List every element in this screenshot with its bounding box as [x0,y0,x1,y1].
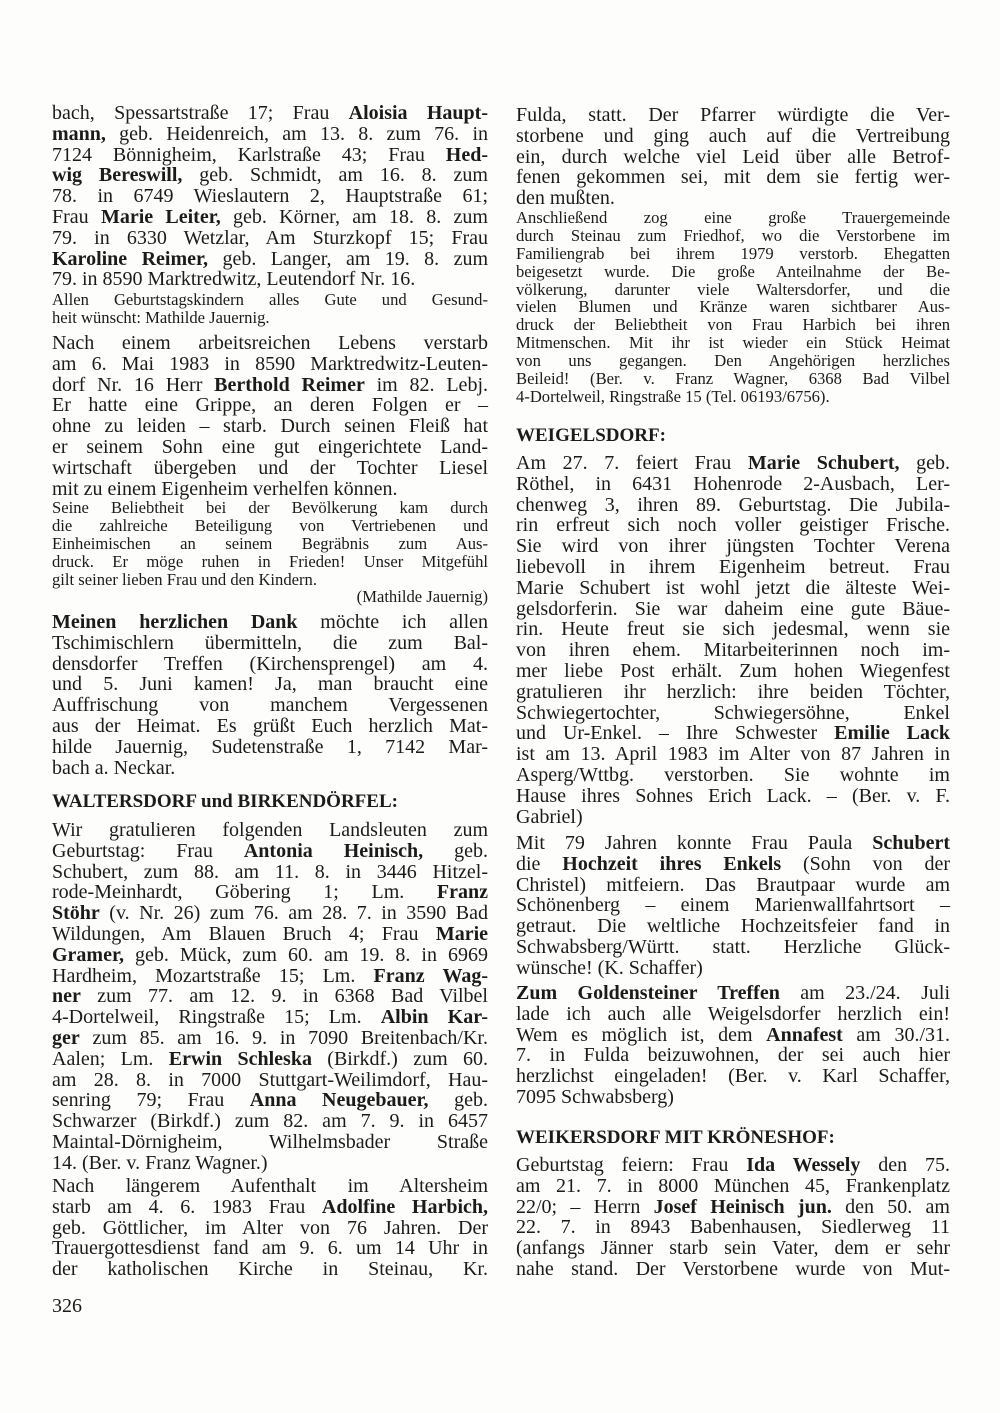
text-run: zum 85. am 16. 9. in 7090 Breitenbach/Kr. [79,1026,488,1049]
section-heading-weikersdorf: WEIKERSDORF MIT KRÖNESHOF: [516,1127,835,1148]
text-line [516,744,950,765]
text-run: Mitmenschen. Mit ihr ist wieder ein Stück Heimat [516,333,950,353]
text-line [52,103,488,124]
text-run: Marie Schubert ist wohl jetzt die älteste Wei- [516,576,950,599]
text-line [52,354,488,375]
text-line [52,820,488,841]
text-run: lade ich auch alle Weigelsdorfer herzlich ein! [516,1002,950,1025]
text-run: gelsdorferin. Sie war daheim eine gute Bäue- [516,597,950,620]
text-line [52,333,488,354]
text-run: Gabriel) [516,805,583,828]
paragraph-wedding [516,833,950,979]
bold-name: Albin Kar- [380,1006,489,1029]
text-line [516,1238,950,1259]
bold-name: ger [52,1026,80,1049]
paragraph-obituary-reimer [52,333,488,499]
text-line [516,1217,950,1238]
text-line [52,882,488,903]
text-run: Am 27. 7. feiert Frau [516,452,748,474]
text-run: von ihren ehem. Mitarbeiterinnen noch im- [516,639,950,662]
text-run: völkerung, darunter viele Waltersdorfer, und die [516,279,950,299]
text-run: 79. in 8590 Marktredwitz, Leutendorf Nr. 16. [52,268,416,291]
text-run: Schwabsberg/Württ. statt. Herzliche Glück- [516,935,950,958]
text-run: möchte ich allen [297,611,488,633]
text-run: nahe stand. Der Verstorbene wurde von Mut- [516,1257,950,1280]
text-run: 7095 Schwabsberg) [516,1085,674,1108]
text-line [516,578,950,599]
text-run: Aalen; Lm. [52,1047,169,1070]
text-run: Wir gratulieren folgenden Landsleuten zum [52,819,488,841]
text-line [52,758,488,779]
text-line [52,674,488,695]
text-run: Familiengrab bei ihrem 1979 verstorb. Ehegatten [516,243,950,263]
text-line [52,375,488,396]
bold-name: Marie [435,922,488,945]
bold-name: Berthold Reimer [214,373,365,396]
text-run: Nach längerem Aufenthalt im Altersheim [52,1175,488,1197]
text-line [52,249,488,270]
text-run: getraut. Die weltliche Hochzeitsfeier fand in [516,915,950,938]
bold-name: Emilie Lack [834,722,950,745]
text-line [516,1045,950,1066]
text-run: die [516,852,563,875]
text-line [516,661,950,682]
text-run: geb. Langer, am 19. 8. zum [208,247,489,270]
text-run: Trauergottesdienst fand am 9. 6. um 14 Uhr in [52,1237,488,1260]
text-run: zum 77. am 12. 9. in 6368 Bad Vilbel [80,985,488,1008]
text-line [516,765,950,786]
text-run: den 50. am [831,1195,950,1218]
text-line [516,281,950,299]
text-line [516,1155,950,1176]
text-line [52,1111,488,1132]
text-run: 7. in Fulda beizuwohnen, der sei auch hier [516,1044,950,1067]
paragraph-funeral [516,209,950,406]
text-line [52,1197,488,1218]
bold-name: Karoline Reimer, [52,247,209,270]
paragraph-waltersdorf-birthdays [52,820,488,1174]
paragraph-obituary-harbich-cont [516,105,950,209]
text-run: 7124 Bönnigheim, Karlstraße 43; Frau [52,143,446,166]
text-run: geb. [423,839,488,862]
bold-name: Schubert [872,832,950,854]
text-run: Seine Beliebtheit bei der Bevölkerung kam durch [52,498,488,517]
text-run: chenweg 3, ihren 89. Geburtstag. Die Jubila- [516,493,950,516]
text-run: Nach einem arbeitsreichen Lebens verstarb [52,332,488,354]
paragraph-goldensteiner-treffen [516,983,950,1108]
text-line [516,983,950,1004]
text-run: Hardheim, Mozartstraße 15; Lm. [52,964,374,987]
text-line [52,1090,488,1111]
text-line [52,269,488,290]
text-run: wirtschaft übergeben und der Tochter Liesel [52,456,488,479]
text-run: (Sohn von der [781,852,951,875]
text-run: ohne zu leiden – starb. Durch seinen Fleiß hat [52,415,488,438]
bold-name: Antonia Heinisch, [243,839,424,862]
text-run: herzlichst eingeladen! (Ber. v. Karl Schaffer, [516,1065,950,1088]
text-line [52,924,488,945]
text-line [516,515,950,536]
text-line [516,1197,950,1218]
text-line [52,612,488,633]
text-run: der katholischen Kirche in Steinau, Kr. [52,1258,488,1281]
text-line [52,1238,488,1259]
text-line [52,535,488,553]
text-line [516,263,950,281]
text-line [516,388,950,406]
text-line [516,147,950,168]
text-run: Mit 79 Jahren konnte Frau Paula [516,832,873,854]
text-line [516,640,950,661]
text-run: mit zu einem Eigenheim verhelfen können. [52,477,398,500]
section-heading-weigelsdorf: WEIGELSDORF: [516,425,666,446]
text-line [52,1259,488,1280]
text-line [516,875,950,896]
text-line [516,1087,950,1108]
bold-name: Franz Wag- [373,964,488,987]
text-line [52,145,488,166]
text-line [52,395,488,416]
text-run: er seinem Sohn eine gut eingerichtete Land- [52,435,488,458]
text-line [516,786,950,807]
text-line [516,316,950,334]
text-run: rin. Heute freut sie sich jedesmal, wenn sie [516,618,950,641]
text-line [516,703,950,724]
text-line [516,807,950,828]
text-run: Geburtstag: Frau [52,839,244,862]
text-line [52,1028,488,1049]
text-line [52,841,488,862]
text-line [516,495,950,516]
bold-name: wig Bereswill, [52,164,183,187]
text-line [52,309,488,327]
text-run: geb. Schmidt, am 16. 8. zum [182,164,488,187]
signature-mathilde-jauernig: (Mathilde Jauernig) [356,587,488,606]
bold-name: Ida Wessely [746,1154,861,1176]
paragraph-obituary-reimer-detail [52,499,488,588]
bold-name: Josef Heinisch jun. [653,1195,832,1218]
text-line [52,945,488,966]
text-run: 4-Dortelweil, Ringstraße 15; Lm. [52,1006,381,1029]
bold-name: mann, [52,122,106,145]
paragraph-obituary-harbich [52,1176,488,1280]
text-line [52,207,488,228]
bold-name: Anna Neugebauer, [249,1089,429,1112]
text-line [516,105,950,126]
text-line [516,1066,950,1087]
text-line [52,1153,488,1174]
text-line [516,453,950,474]
text-run: 22. 7. in 8943 Babenhausen, Siedlerweg 11 [516,1216,950,1239]
text-run: Christel) mitfeiern. Das Brautpaar wurde am [516,873,950,896]
text-line [516,126,950,147]
text-run: (v. Nr. 26) zum 76. am 28. 7. in 3590 Bad [99,902,488,925]
text-line [516,958,950,979]
text-line [516,227,950,245]
text-run: Einheimischen an seinem Begräbnis zum Aus- [52,533,488,553]
bold-name: Erwin Schleska [168,1047,312,1070]
text-line [52,437,488,458]
text-line [52,165,488,186]
text-line [516,474,950,495]
text-line [516,370,950,388]
text-run: ein, durch welche viel Leid über alle Betrof- [516,145,950,168]
text-run: aus der Heimat. Es grüßt Euch herzlich Mat- [52,714,488,737]
text-line [516,1004,950,1025]
text-line [52,553,488,571]
text-line [52,986,488,1007]
text-run: Wildungen, Am Blauen Bruch 4; Frau [52,922,436,945]
text-line [52,966,488,987]
text-run: am 21. 7. in 8000 München 45, Frankenplatz [516,1174,950,1197]
bold-name: Hed- [445,143,488,166]
text-run: Röthel, in 6431 Hohenrode 2-Ausbach, Ler- [516,472,950,495]
text-line [52,1132,488,1153]
text-run: gratulieren ihr herzlich: ihre beiden Töchter, [516,680,950,703]
text-run: (anfangs Jänner starb sein Vater, dem er sehr [516,1237,950,1260]
text-run: druck. Er möge ruhen in Frieden! Unser Mitgefühl [52,551,488,571]
text-run: wünsche! (K. Schaffer) [516,956,703,979]
text-run: geb. [899,452,950,474]
bold-name: ner [52,985,81,1008]
text-run: fenen gekommen sei, mit dem sie fertig wer- [516,166,950,189]
text-run: Maintal-Dörnigheim, Wilhelmsbader Straße [52,1130,488,1153]
text-line [52,633,488,654]
text-line [516,352,950,370]
text-run: storbene und ging auch auf die Vertreibung [516,124,950,147]
text-run: am 6. Mai 1983 in 8590 Marktredwitz-Leuten- [52,352,488,375]
text-line [52,186,488,207]
text-run: Asperg/Wttbg. verstorben. Sie wohnte im [516,763,950,786]
text-run: vielen Blumen und Kränze waren sichtbarer Aus- [516,297,950,317]
text-line [52,1176,488,1197]
text-run: 78. in 6749 Wieslautern 2, Hauptstraße 61; [52,185,488,208]
text-run: Schönenberg – einem Marienwallfahrtsort – [516,894,950,917]
text-run: Wem es möglich ist, dem [516,1023,767,1046]
text-line [516,937,950,958]
text-run: Hause ihres Sohnes Erich Lack. – (Ber. v. F. [516,784,950,807]
text-line [516,209,950,227]
text-line [52,1007,488,1028]
text-run: (Birkdf.) zum 60. [311,1047,488,1070]
bold-name: Marie Schubert, [747,452,900,474]
text-line [52,716,488,737]
text-line [516,167,950,188]
paragraph-birthday-wishes [52,291,488,327]
text-run: bach, Spessartstraße 17; Frau [52,102,349,124]
text-run: Anschließend zog eine große Trauergemeinde [516,208,950,227]
text-run: Sie wird von ihrer jüngsten Tochter Verena [516,535,950,558]
bold-name: Marie Leiter, [100,205,221,228]
text-line [516,557,950,578]
text-run: rin erfreut sich noch voller geistiger Frische. [516,514,950,537]
text-line [52,862,488,883]
text-line [52,903,488,924]
text-run: am 28. 8. in 7000 Stuttgart-Weilimdorf, Hau- [52,1068,488,1091]
text-run: am 30./31. [842,1023,950,1046]
text-line [516,916,950,937]
text-run: 22/0; – Herrn [516,1195,654,1218]
text-line [516,854,950,875]
text-run: liebevoll in ihrem Eigenheim betreut. Frau [516,555,950,578]
page-number: 326 [52,1295,82,1317]
text-line [52,479,488,500]
bold-name: Franz [436,881,488,904]
text-run: und 5. Juni kamen! Ja, man braucht eine [52,673,488,696]
text-run: ist am 13. April 1983 im Alter von 87 Jahren in [516,743,950,766]
text-line [516,334,950,352]
text-line [516,599,950,620]
paragraph-weigelsdorf-schubert [516,453,950,827]
text-run: dorf Nr. 16 Herr [52,373,215,396]
text-run: im 82. Lebj. [364,373,488,396]
bold-name: Zum Goldensteiner Treffen [516,982,780,1004]
bold-name: Meinen herzlichen Dank [52,611,298,633]
bold-name: Aloisia Haupt- [348,102,488,124]
text-line [516,1025,950,1046]
bold-name: Stöhr [52,902,100,925]
text-run: mer liebe Post erhält. Zum hohen Wiegenfest [516,659,950,682]
text-run: beigesetzt wurde. Die große Anteilnahme der Be- [516,261,950,281]
text-line [516,188,950,209]
text-run: geb. Mück, zum 60. am 19. 8. in 6969 [124,943,488,966]
text-line [52,291,488,309]
text-run: Fulda, statt. Der Pfarrer würdigte die Ver- [516,104,950,126]
text-line [52,228,488,249]
text-run: 79. in 6330 Wetzlar, Am Sturzkopf 15; Frau [52,226,488,249]
text-run: Schwiegertochter, Schwiegersöhne, Enkel [516,701,950,724]
bold-name: Gramer, [52,943,125,966]
bold-name: Hochzeit ihres Enkels [562,852,782,875]
text-line [52,517,488,535]
text-run: gilt seiner lieben Frau und den Kindern. [52,569,317,589]
text-run: Beileid! (Ber. v. Franz Wagner, 6368 Bad Vilbel [516,369,950,389]
text-run: Allen Geburtstagskindern alles Gute und Gesund- [52,290,488,309]
text-line [516,723,950,744]
text-line [516,536,950,557]
text-run: 14. (Ber. v. Franz Wagner.) [52,1151,268,1174]
text-run: Frau [52,205,101,228]
text-line [516,1259,950,1280]
text-run: geb. Körner, am 18. 8. zum [220,205,488,228]
text-run: am 23./24. Juli [779,982,950,1004]
text-run: densdorfer Treffen (Kirchensprengel) am 4. [52,652,488,675]
text-run: druck der Beliebtheit von Frau Harbich bei ihren [516,315,950,335]
paragraph-birthday-list [52,103,488,290]
text-line [516,298,950,316]
bold-name: Adolfine Harbich, [321,1195,488,1218]
text-run: Auffrischung von manchem Vergessenen [52,694,488,717]
text-run: Geburtstag feiern: Frau [516,1154,747,1176]
text-line [52,416,488,437]
text-run: starb am 4. 6. 1983 Frau [52,1195,322,1218]
text-run: Tschimischlern übermitteln, die zum Bal- [52,631,488,654]
text-line [52,571,488,589]
bold-name: Annafest [766,1023,843,1046]
text-line [52,1049,488,1070]
text-run: Schwarzer (Birkdf.) zum 82. am 7. 9. in 6457 [52,1110,488,1133]
text-run: von uns gegangen. Den Angehörigen herzliches [516,351,950,371]
text-line [516,682,950,703]
text-line [516,1176,950,1197]
text-line [52,695,488,716]
text-line [52,1218,488,1239]
text-run: geb. [428,1089,488,1112]
text-line [52,499,488,517]
text-line [516,245,950,263]
text-run: Schubert, zum 88. am 11. 8. in 3446 Hitzel- [52,860,488,883]
text-line [52,654,488,675]
text-run: den mußten. [516,187,615,210]
text-line [516,619,950,640]
text-run: den 75. [860,1154,950,1176]
text-run: rode-Meinhardt, Göbering 1; Lm. [52,881,437,904]
paragraph-thanks [52,612,488,778]
text-run: geb. Göttlicher, im Alter von 76 Jahren. Der [52,1216,488,1239]
text-line [516,895,950,916]
text-run: durch Steinau zum Friedhof, wo die Verstorbene im [516,225,950,245]
text-run: geb. Heidenreich, am 13. 8. zum 76. in [105,122,488,145]
text-run: hilde Jauernig, Sudetenstraße 1, 7142 Mar- [52,735,488,758]
text-run: heit wünscht: Mathilde Jauernig. [52,307,270,327]
text-run: die zahlreiche Beteiligung von Vertriebenen und [52,515,488,535]
text-line [52,458,488,479]
paragraph-weikersdorf-birthdays [516,1155,950,1280]
text-line [52,1070,488,1091]
text-line [52,737,488,758]
text-run: Er hatte eine Grippe, an deren Folgen er – [52,394,488,417]
text-run: und Ur-Enkel. – Ihre Schwester [516,722,835,745]
text-line [516,833,950,854]
text-line [52,124,488,145]
text-run: 4-Dortelweil, Ringstraße 15 (Tel. 06193/6756). [516,386,830,406]
text-run: bach a. Neckar. [52,756,176,779]
text-run: senring 79; Frau [52,1089,250,1112]
section-heading-waltersdorf: WALTERSDORF und BIRKENDÖRFEL: [52,791,398,812]
